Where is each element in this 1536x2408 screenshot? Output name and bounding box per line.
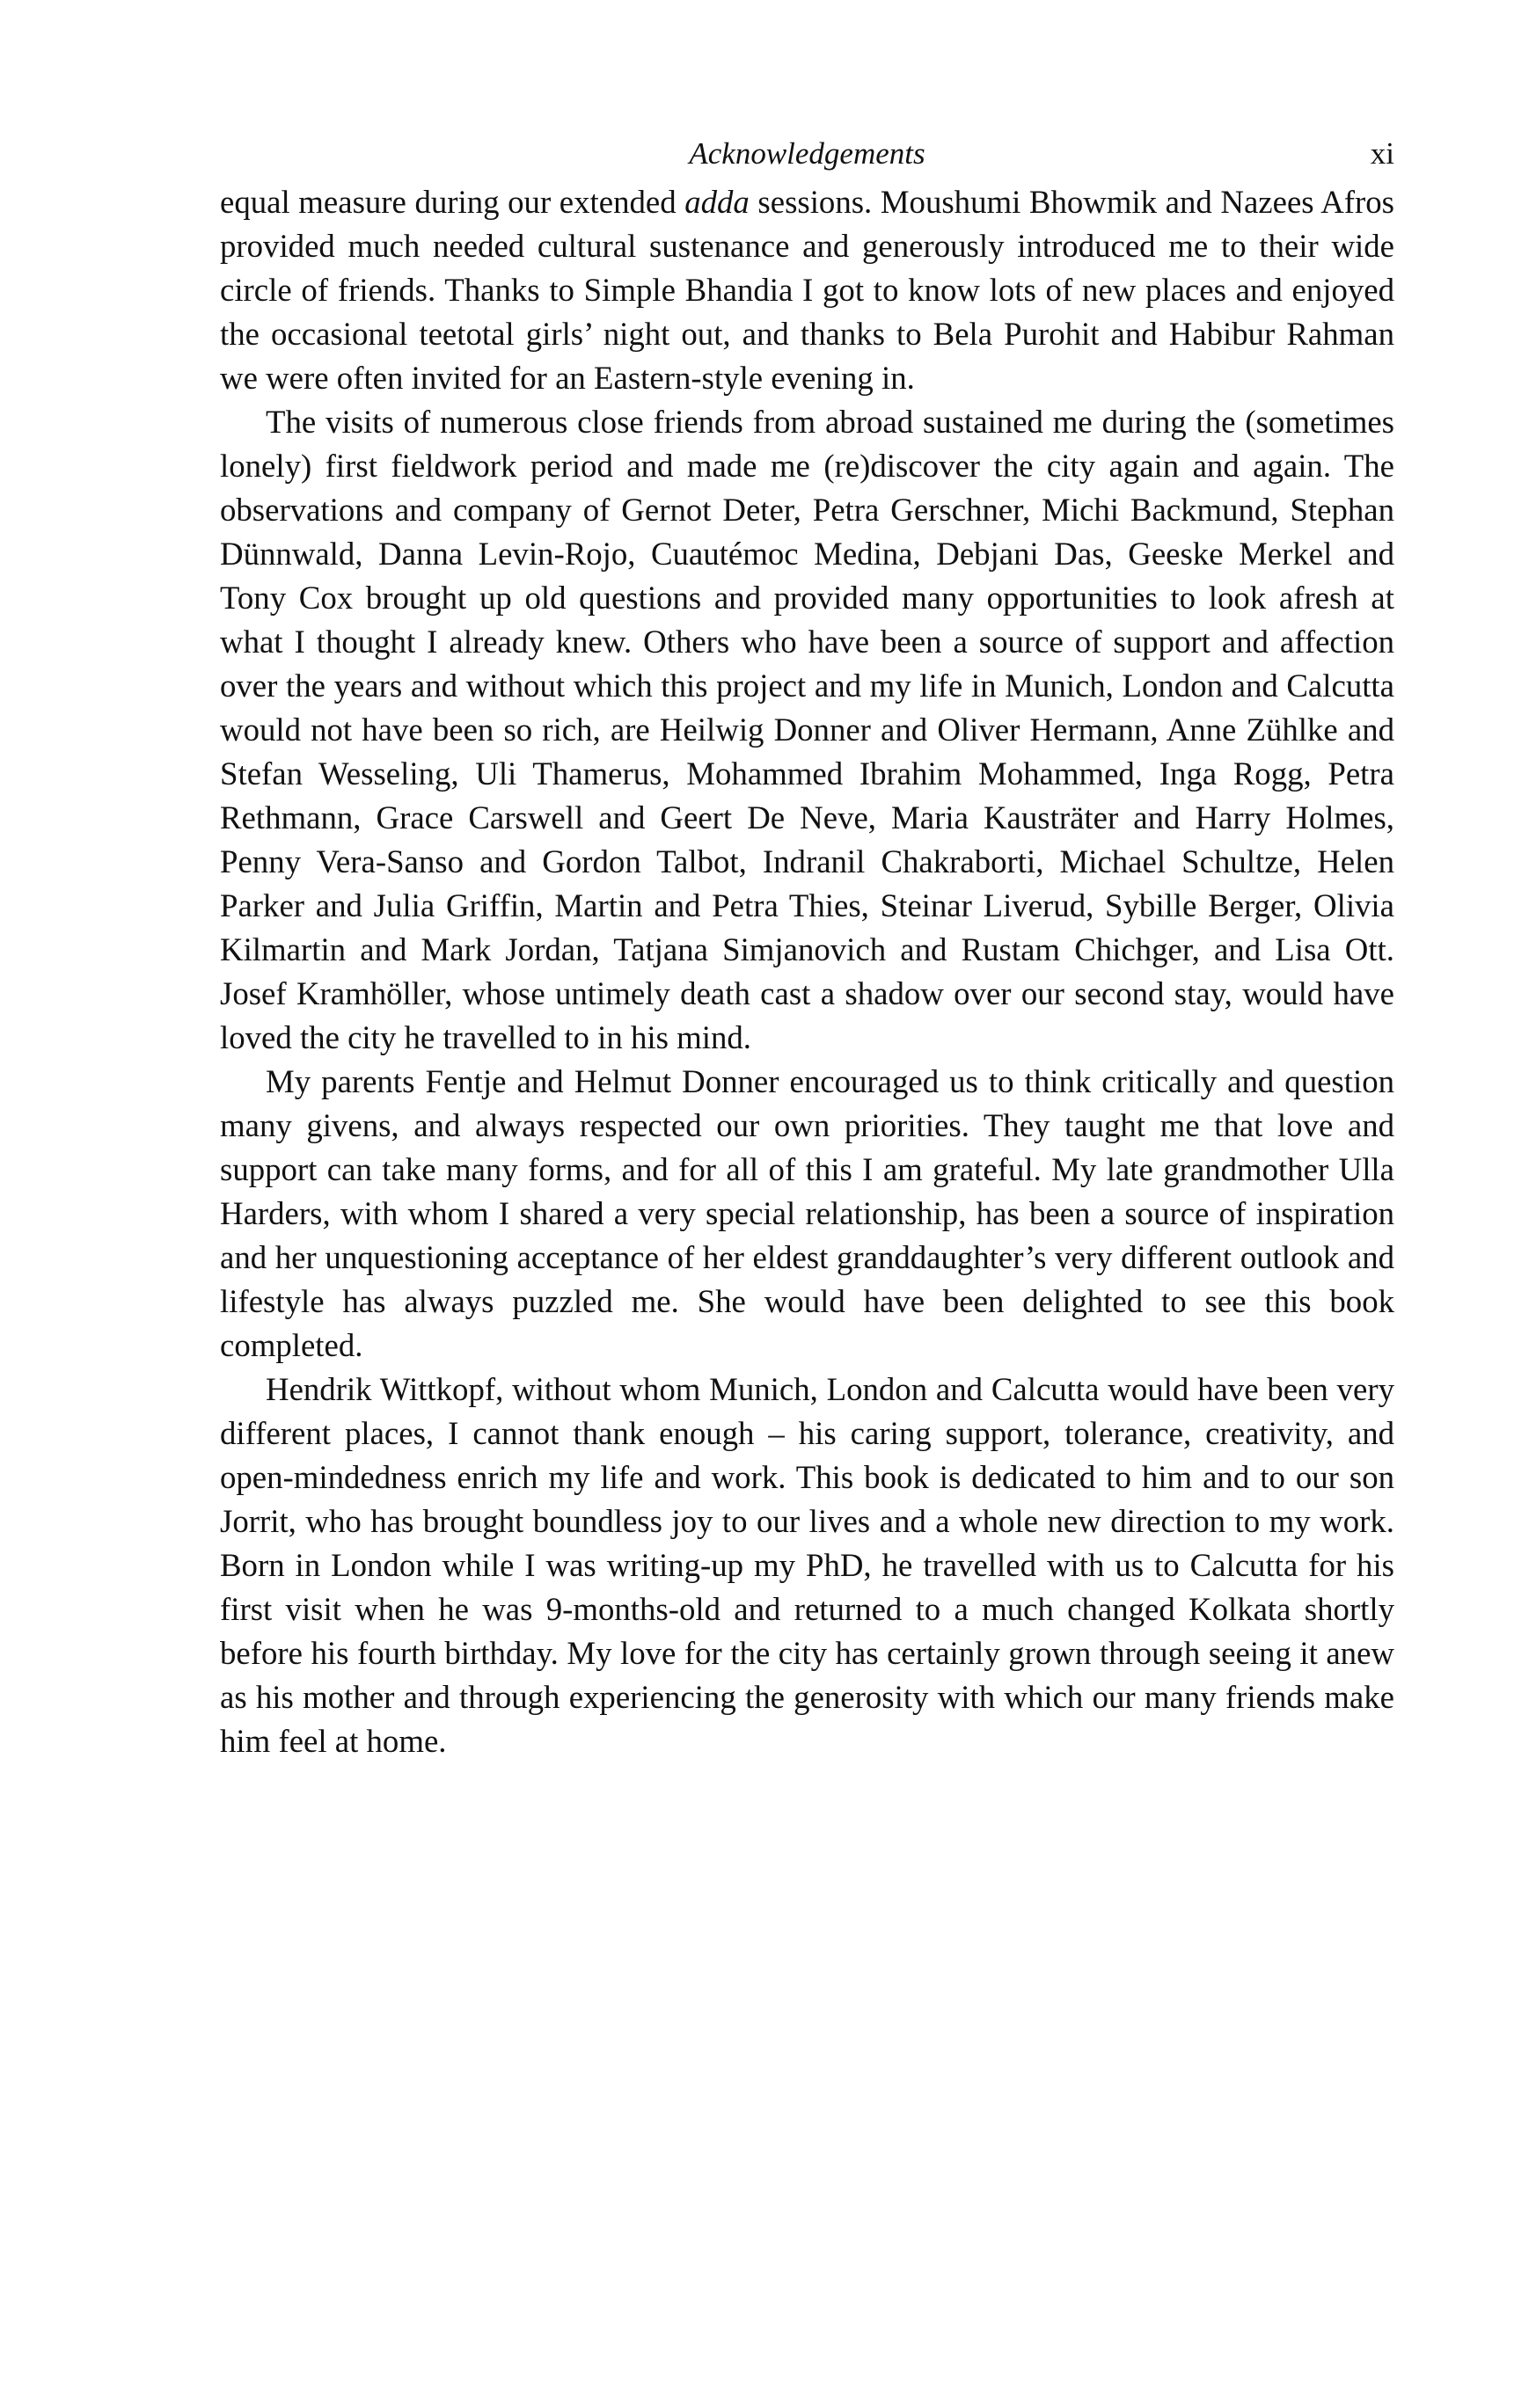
italic-term: adda bbox=[684, 184, 750, 220]
paragraph: My parents Fentje and Helmut Donner encouraged us to think critically and question many givens, and always respected our own priorities. They taught me that love and support can take many forms, and for all of this I am grateful. My late grandmother Ulla Harders, with whom I shared a very special relationship, has been a source of inspiration and her unquestioning acceptance of her eldest granddaughter’s very different outlook and lifestyle has always puzzled me. She would have been delighted to see this book completed. bbox=[220, 1063, 1394, 1363]
chapter-title: Acknowledgements bbox=[689, 136, 925, 171]
paragraph: Hendrik Wittkopf, without whom Munich, London and Calcutta would have been very different places, I cannot thank enough – his caring support, tolerance, creativity, and open-mindedness enrich my life and work. This book is dedicated to him and to our son Jorrit, who has brought boundless joy to our lives and a whole new direction to my work. Born in London while I was writing-up my PhD, he travelled with us to Calcutta for his first visit when he was 9-months-old and returned to a much changed Kolkata shortly before his fourth birthday. My love for the city has certainly grown through seeing it anew as his mother and through experiencing the generosity with which our many friends make him feel at home. bbox=[220, 1371, 1394, 1759]
body-text bbox=[220, 180, 1394, 1763]
paragraph bbox=[220, 180, 1394, 400]
paragraph: The visits of numerous close friends from abroad sustained me during the (sometimes lonely) first fieldwork period and made me (re)discover the city again and again. The observations and company of Gernot Deter, Petra Gerschner, Michi Backmund, Stephan Dünnwald, Danna Levin-Rojo, Cuautémoc Medina, Debjani Das, Geeske Merkel and Tony Cox brought up old questions and provided many opportunities to look afresh at what I thought I already knew. Others who have been a source of support and affection over the years and without which this project and my life in Munich, London and Calcutta would not have been so rich, are Heilwig Donner and Oliver Hermann, Anne Zühlke and Stefan Wesseling, Uli Thamerus, Mohammed Ibrahim Mohammed, Inga Rogg, Petra Rethmann, Grace Carswell and Geert De Neve, Maria Kausträter and Harry Holmes, Penny Vera-Sanso and Gordon Talbot, Indranil Chakraborti, Michael Schultze, Helen Parker and Julia Griffin, Martin and Petra Thies, Steinar Liverud, Sybille Berger, Olivia Kilmartin and Mark Jordan, Tatjana Simjanovich and Rustam Chichger, and Lisa Ott. Josef Kramhöller, whose untimely death cast a shadow over our second stay, would have loved the city he travelled to in his mind. bbox=[220, 404, 1394, 1055]
paragraph-text: sessions. Moushumi Bhowmik and Nazees Afros provided much needed cultural sustenance and generously introduced me to their wide circle of friends. Thanks to Simple Bhandia I got to know lots of new places and enjoyed the occasional teetotal girls’ night out, and thanks to Bela Purohit and Habibur Rahman we were often invited for an Eastern-style evening in. bbox=[220, 184, 1394, 396]
page-number: xi bbox=[1370, 136, 1394, 171]
running-header bbox=[220, 132, 1394, 176]
paragraph-text: equal measure during our extended bbox=[220, 184, 685, 220]
